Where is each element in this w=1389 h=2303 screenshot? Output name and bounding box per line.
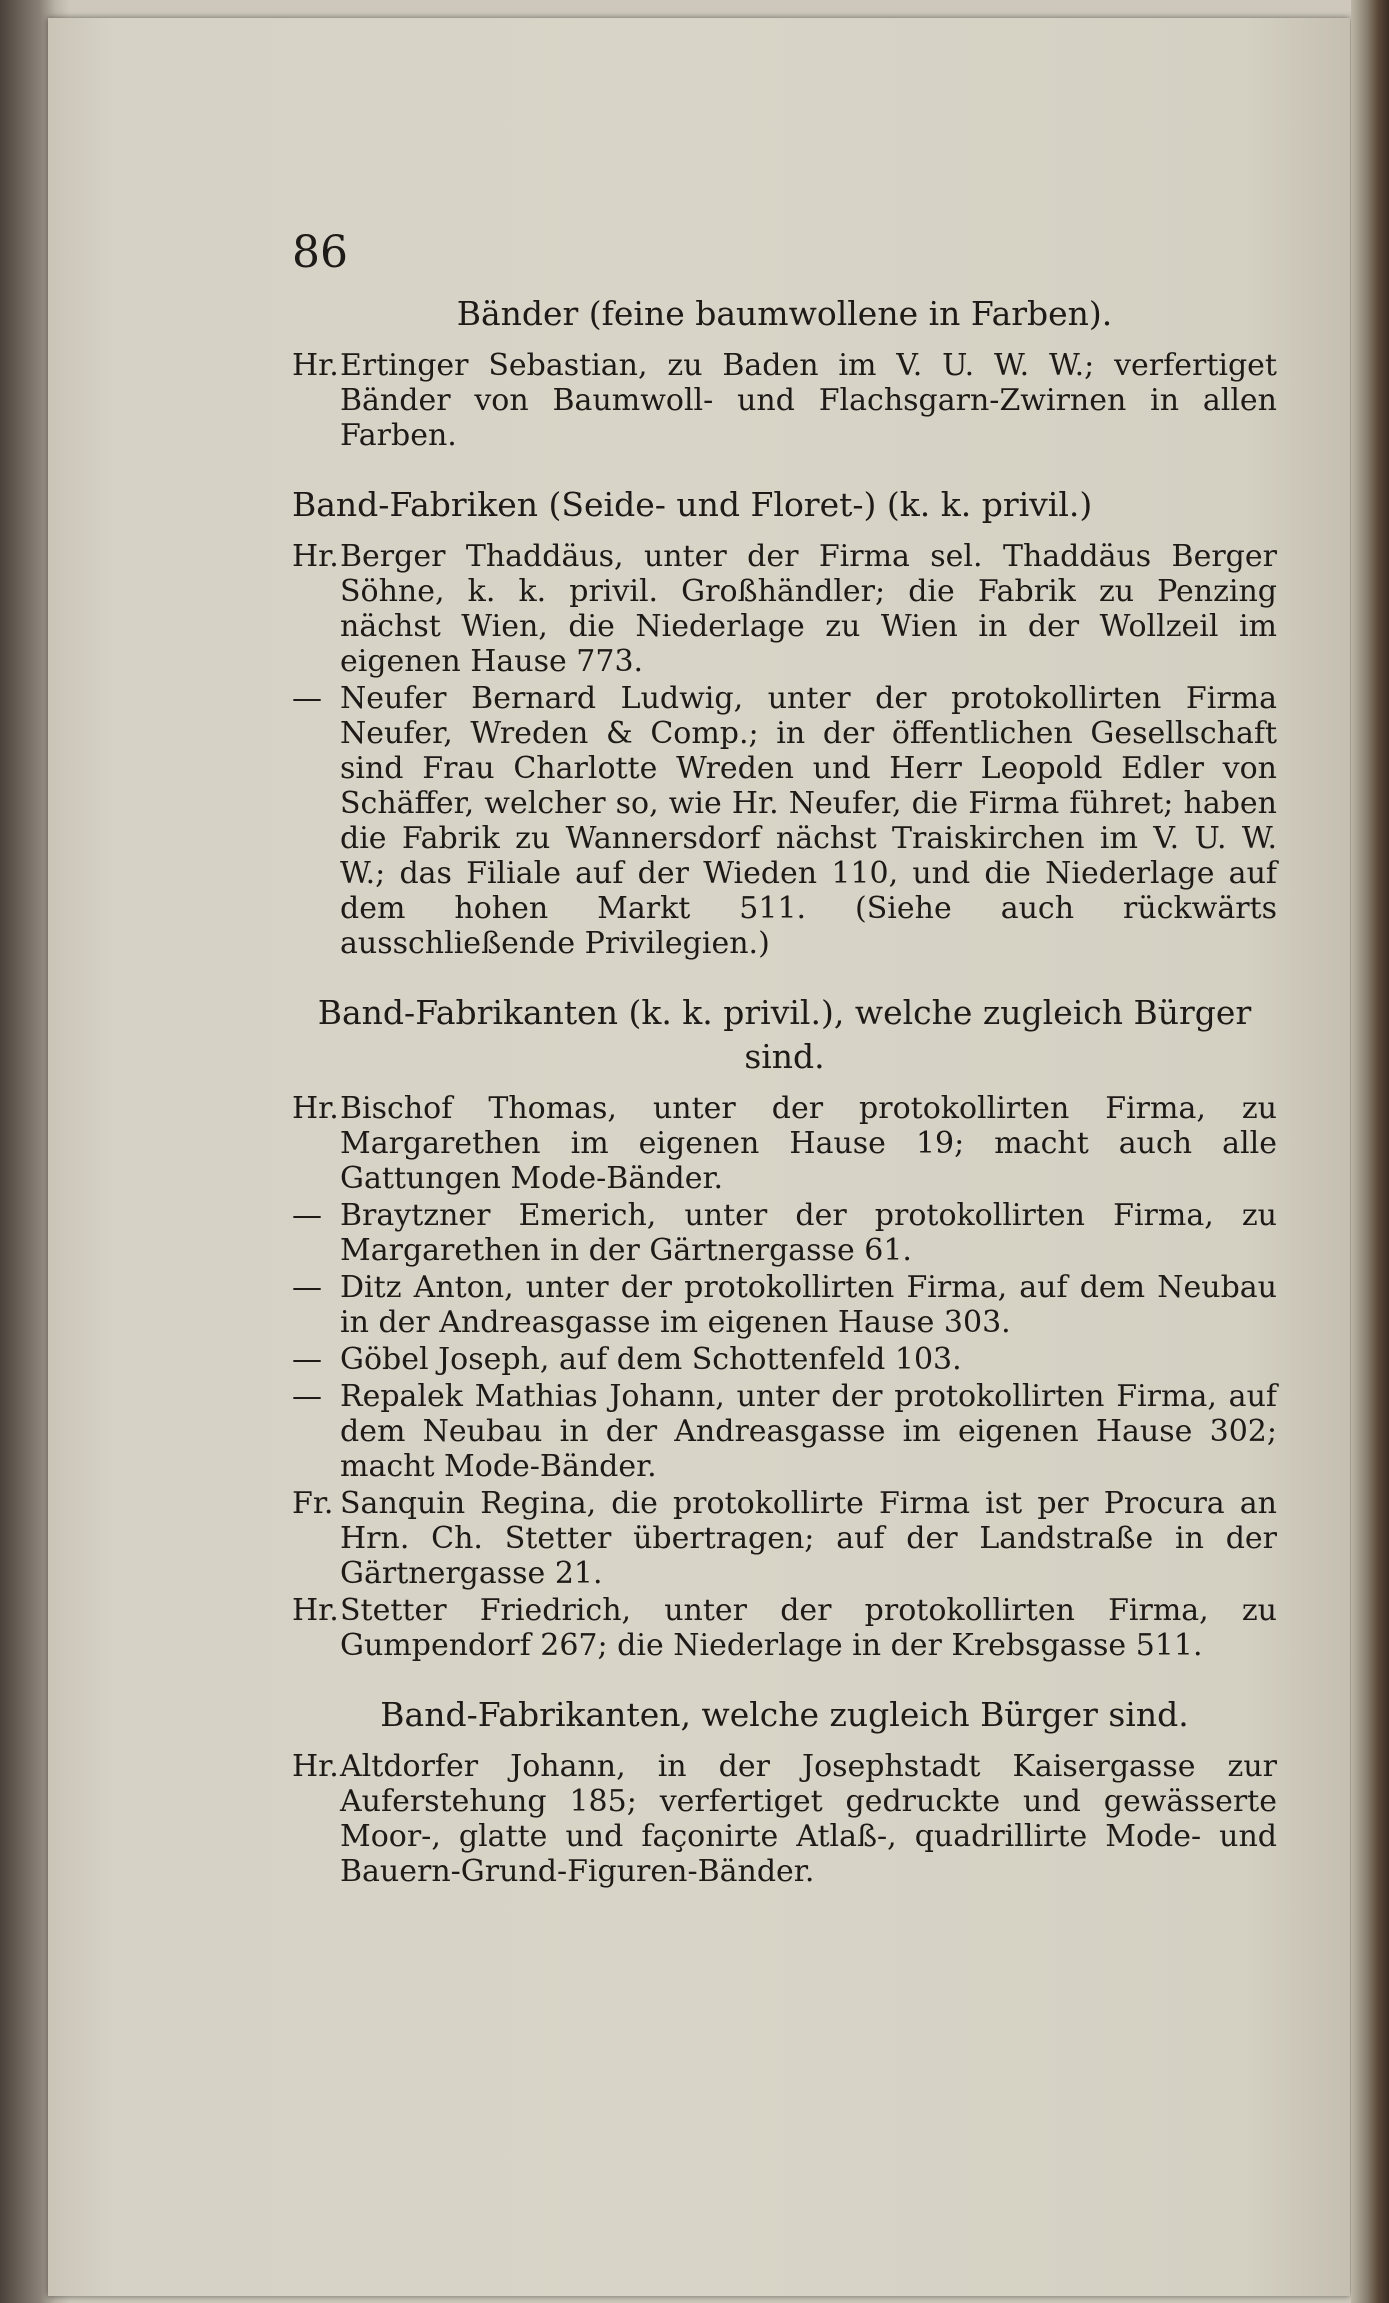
section-heading: Band-Fabrikanten (k. k. privil.), welche zugleich Bürger sind. xyxy=(317,993,1252,1076)
entry-text: Braytzner Emerich, unter der protokollirten Firma, zu Margarethen in der Gärtnergasse 61. xyxy=(340,1198,1277,1268)
entry-prefix: — xyxy=(292,1379,322,1414)
entry-text: Bischof Thomas, unter der protokollirten Firma, zu Margarethen im eigenen Hause 19; macht auch alle Gattungen Mode-Bänder. xyxy=(340,1091,1277,1196)
entry xyxy=(292,1270,1277,1340)
entry-prefix: — xyxy=(292,1198,322,1233)
entry-text: Sanquin Regina, die protokollirte Firma ist per Procura an Hrn. Ch. Stetter übertragen; auf der Landstraße in der Gärtnergasse 21. xyxy=(340,1486,1277,1591)
section-heading: Band-Fabriken (Seide- und Floret-) (k. k. privil.) xyxy=(292,485,1093,524)
entry-prefix: — xyxy=(292,1270,322,1305)
entry xyxy=(292,1342,1277,1377)
entry-text: Repalek Mathias Johann, unter der protokollirten Firma, auf dem Neubau in der Andreasgasse im eigenen Hause 302; macht Mode-Bänder. xyxy=(340,1379,1277,1484)
entry-text: Göbel Joseph, auf dem Schottenfeld 103. xyxy=(340,1342,962,1377)
entry-prefix: Hr. xyxy=(292,1593,339,1628)
entry xyxy=(292,1198,1277,1268)
entry-prefix: Hr. xyxy=(292,1749,339,1784)
entry xyxy=(292,1749,1277,1889)
entry xyxy=(292,1486,1277,1591)
entry-prefix: Hr. xyxy=(292,539,339,574)
entry-text: Neufer Bernard Ludwig, unter der protokollirten Firma Neufer, Wreden & Comp.; in der öffentlichen Gesellschaft sind Frau Charlotte Wreden und Herr Leopold Edler von Schäffer, welcher so, wie Hr. Neufer, die Firma führet; haben die Fabrik zu Wannersdorf nächst Traiskirchen im V. U. W. W.; das Filiale auf der Wieden 110, und die Niederlage auf dem hohen Markt 511. (Siehe auch rückwärts ausschließende Privilegien.) xyxy=(340,681,1277,961)
entry-prefix: Hr. xyxy=(292,1091,339,1126)
entry-text: Ditz Anton, unter der protokollirten Firma, auf dem Neubau in der Andreasgasse im eigenen Hause 303. xyxy=(340,1270,1277,1340)
entry xyxy=(292,348,1277,453)
entry-text: Berger Thaddäus, unter der Firma sel. Thaddäus Berger Söhne, k. k. privil. Großhändler; die Fabrik zu Penzing nächst Wien, die Niederlage zu Wien in der Wollzeil im eigenen Hause 773. xyxy=(340,539,1277,679)
entry-text: Altdorfer Johann, in der Josephstadt Kaisergasse zur Auferstehung 185; verfertiget gedruckte und gewässerte Moor-, glatte und façonirte Atlaß-, quadrillirte Mode- und Bauern-Grund-Figuren-Bänder. xyxy=(340,1749,1277,1889)
entry xyxy=(292,1379,1277,1484)
entry xyxy=(292,1091,1277,1196)
page-content xyxy=(292,228,1277,1891)
entry xyxy=(292,681,1277,961)
entry-prefix: — xyxy=(292,1342,322,1377)
entry-text: Stetter Friedrich, unter der protokollirten Firma, zu Gumpendorf 267; die Niederlage in der Krebsgasse 511. xyxy=(340,1593,1277,1663)
page-edge xyxy=(1351,0,1389,2303)
page-number: 86 xyxy=(292,227,348,278)
entry xyxy=(292,539,1277,679)
section-heading: Band-Fabrikanten, welche zugleich Bürger sind. xyxy=(380,1695,1189,1734)
entry-prefix: — xyxy=(292,681,322,716)
section-heading: Bänder (feine baumwollene in Farben). xyxy=(456,294,1113,333)
entry-text: Ertinger Sebastian, zu Baden im V. U. W. W.; verfertiget Bänder von Baumwoll- und Flachsgarn-Zwirnen in allen Farben. xyxy=(340,348,1277,453)
entry-prefix: Hr. xyxy=(292,348,339,383)
entry xyxy=(292,1593,1277,1663)
entry-prefix: Fr. xyxy=(292,1486,334,1521)
